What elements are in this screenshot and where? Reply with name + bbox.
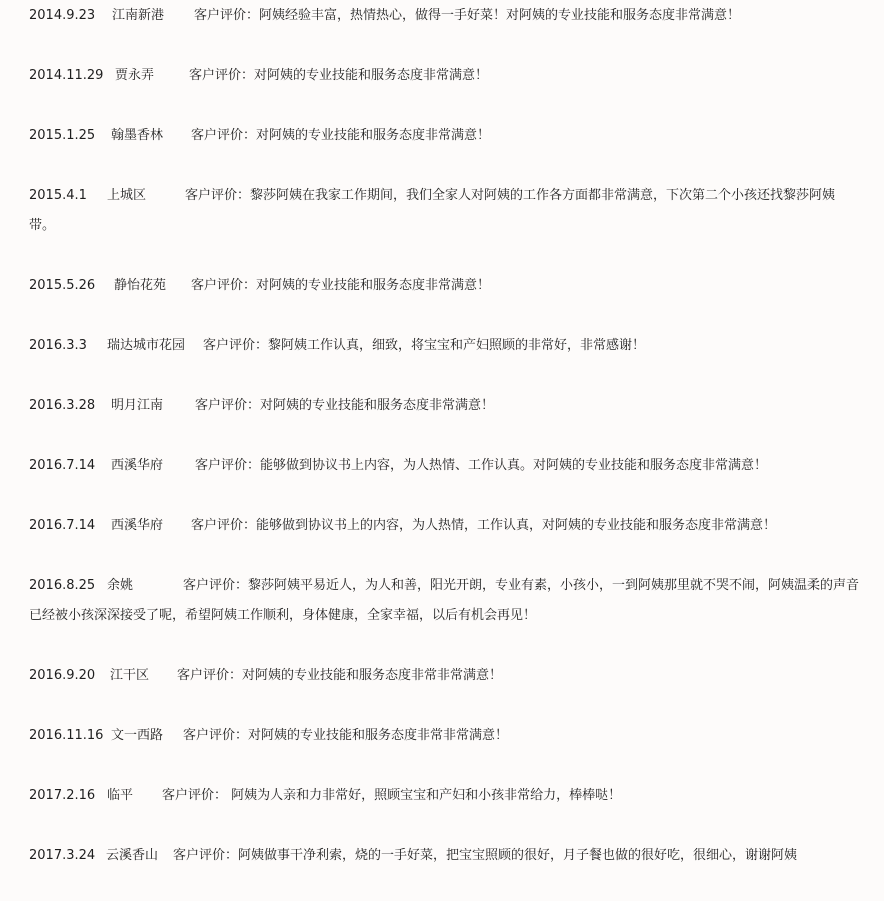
review-comment: 能够做到协议书上的内容，为人热情，工作认真，对阿姨的专业技能和服务态度非常满意！	[256, 518, 777, 533]
review-location: 静怡花苑	[114, 278, 167, 293]
review-location: 西溪华府	[111, 458, 164, 473]
review-location: 瑞达城市花园	[107, 338, 186, 353]
review-location: 云溪香山	[106, 848, 159, 863]
list-item	[29, 121, 861, 151]
review-date: 2016.3.3	[29, 338, 87, 353]
review-date: 2016.7.14	[29, 458, 96, 473]
list-item	[29, 271, 861, 301]
review-label: 客户评价：	[203, 338, 269, 353]
review-comment: 对阿姨的专业技能和服务态度非常满意！	[260, 398, 495, 413]
review-location: 余姚	[107, 578, 134, 593]
review-comment: 对阿姨的专业技能和服务态度非常满意！	[256, 128, 491, 143]
review-comment: 能够做到协议书上内容，为人热情、工作认真。对阿姨的专业技能和服务态度非常满意！	[260, 458, 768, 473]
review-label: 客户评价：	[195, 458, 261, 473]
review-comment: 对阿姨的专业技能和服务态度非常满意！	[254, 68, 489, 83]
list-item	[29, 451, 861, 481]
review-label: 客户评价：	[162, 788, 228, 803]
list-item	[29, 661, 861, 691]
review-location: 明月江南	[111, 398, 164, 413]
review-date: 2016.11.16	[29, 728, 104, 743]
review-label: 客户评价：	[191, 518, 257, 533]
review-date: 2016.9.20	[29, 668, 96, 683]
review-comment: 对阿姨的专业技能和服务态度非常非常满意！	[242, 668, 503, 683]
review-location: 上城区	[107, 188, 147, 203]
review-comment: 黎阿姨工作认真，细致，将宝宝和产妇照顾的非常好，非常感谢！	[268, 338, 646, 353]
list-item	[29, 721, 861, 751]
review-label: 客户评价：	[189, 68, 255, 83]
review-comment: 阿姨做事干净利索，烧的一手好菜，把宝宝照顾的很好，月子餐也做的很好吃，很细心，谢谢阿姨	[238, 848, 798, 863]
review-date: 2016.8.25	[29, 578, 96, 593]
review-date: 2014.9.23	[29, 8, 96, 23]
review-location: 江干区	[110, 668, 150, 683]
list-item	[29, 331, 861, 361]
review-comment: 阿姨为人亲和力非常好，照顾宝宝和产妇和小孩非常给力，棒棒哒！	[227, 788, 622, 803]
review-label: 客户评价：	[177, 668, 243, 683]
list-item	[29, 61, 861, 91]
list-item	[29, 511, 861, 541]
review-label: 客户评价：	[185, 188, 251, 203]
review-label: 客户评价：	[183, 578, 249, 593]
review-label: 客户评价：	[194, 8, 260, 23]
review-comment: 阿姨经验丰富，热情热心，做得一手好菜！对阿姨的专业技能和服务态度非常满意！	[259, 8, 741, 23]
list-item	[29, 841, 861, 871]
list-item	[29, 781, 861, 811]
review-label: 客户评价：	[173, 848, 239, 863]
review-list	[29, 0, 861, 901]
review-label: 客户评价：	[183, 728, 249, 743]
list-item	[29, 181, 861, 241]
review-date: 2015.5.26	[29, 278, 96, 293]
review-date: 2016.3.28	[29, 398, 96, 413]
review-comment: 对阿姨的专业技能和服务态度非常满意！	[256, 278, 491, 293]
review-label: 客户评价：	[195, 398, 261, 413]
review-date: 2017.2.16	[29, 788, 96, 803]
review-label: 客户评价：	[191, 128, 257, 143]
review-comment: 黎莎阿姨在我家工作期间，我们全家人对阿姨的工作各方面都非常满意，下次第二个小孩还找黎莎阿姨带。	[29, 188, 836, 233]
review-location: 江南新港	[112, 8, 165, 23]
review-date: 2017.3.24	[29, 848, 96, 863]
review-date: 2015.1.25	[29, 128, 96, 143]
review-date: 2014.11.29	[29, 68, 104, 83]
list-item	[29, 571, 861, 631]
review-location: 西溪华府	[111, 518, 164, 533]
review-label: 客户评价：	[191, 278, 257, 293]
list-item	[29, 1, 861, 31]
review-date: 2016.7.14	[29, 518, 96, 533]
list-item	[29, 391, 861, 421]
review-location: 贾永弄	[115, 68, 155, 83]
review-comment: 对阿姨的专业技能和服务态度非常非常满意！	[248, 728, 509, 743]
review-comment: 黎莎阿姨平易近人，为人和善，阳光开朗，专业有素，小孩小，一到阿姨那里就不哭不闹，阿姨温柔的声音已经被小孩深深接受了呢，希望阿姨工作顺利，身体健康，全家幸福，以后有机会再见！	[29, 578, 860, 623]
review-date: 2015.4.1	[29, 188, 87, 203]
review-location: 临平	[107, 788, 134, 803]
review-location: 文一西路	[111, 728, 164, 743]
review-location: 翰墨香林	[111, 128, 164, 143]
